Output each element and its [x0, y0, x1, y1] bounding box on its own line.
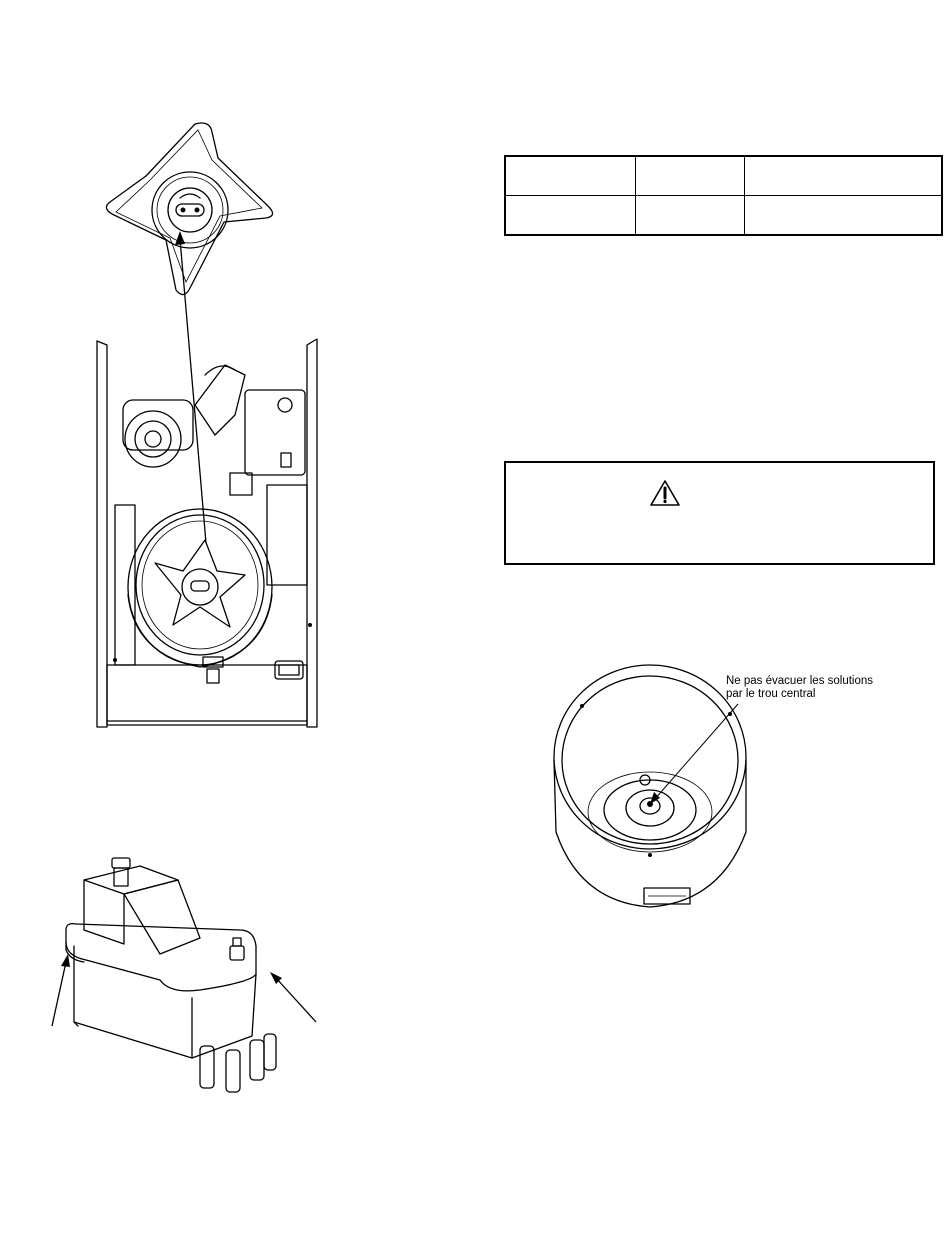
- machine-top-view-drawing: [95, 335, 327, 735]
- table-cell: [745, 196, 943, 236]
- drain-callout-label: [726, 675, 873, 701]
- callout-leader-arrow: [640, 700, 750, 810]
- warning-triangle-icon: [649, 479, 681, 512]
- table-cell: [636, 156, 745, 196]
- callout-line-1: Ne pas évacuer les solutions: [726, 675, 874, 687]
- table-cell: [745, 156, 943, 196]
- specification-table: [504, 155, 943, 236]
- table-cell: [636, 196, 745, 236]
- warning-box: [504, 461, 935, 565]
- table-row: [505, 156, 942, 196]
- table-cell: [505, 156, 636, 196]
- pump-block-drawing: [40, 850, 340, 1110]
- table-row: [505, 196, 942, 236]
- callout-line-2: par le trou central: [726, 688, 816, 700]
- table-cell: [505, 196, 636, 236]
